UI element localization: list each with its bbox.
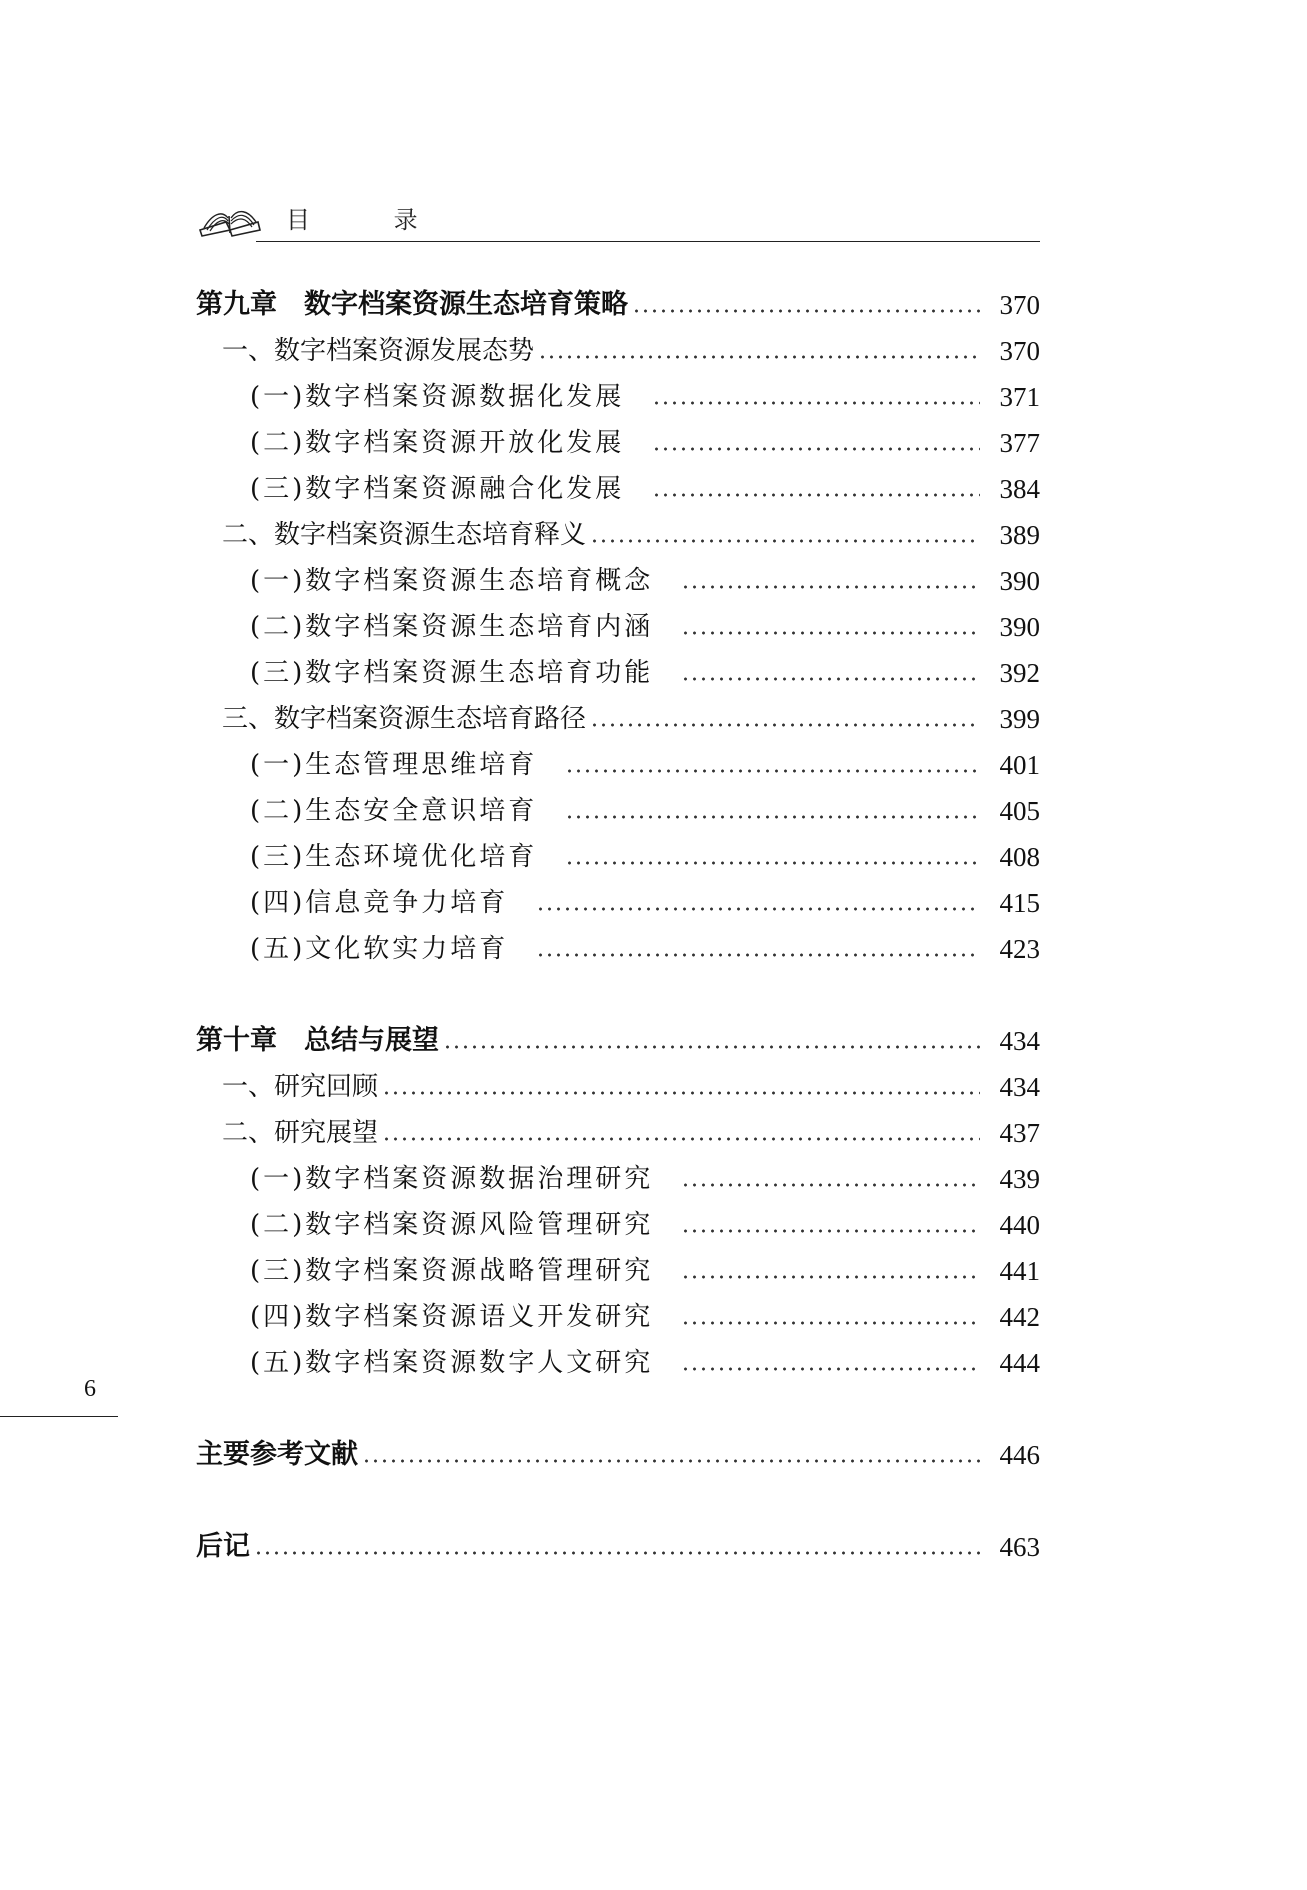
- dot-leader: [565, 769, 980, 773]
- toc-page-number: 440: [999, 1210, 1040, 1240]
- toc-subsection[interactable]: [196, 926, 1040, 972]
- toc-entry-title: (二)数字档案资源生态培育内涵: [250, 612, 654, 642]
- toc-page-number: 434: [999, 1026, 1040, 1056]
- toc-chapter-9[interactable]: [196, 282, 1040, 328]
- toc-chapter-10[interactable]: [196, 1018, 1040, 1064]
- toc-subsection[interactable]: [196, 420, 1040, 466]
- toc-entry-title: (三)数字档案资源战略管理研究: [250, 1256, 654, 1286]
- page-folio: [0, 1376, 118, 1416]
- toc-entry-title: (一)数字档案资源数据化发展: [250, 382, 625, 412]
- dot-leader: [536, 907, 980, 911]
- dot-leader: [536, 953, 980, 957]
- dot-leader: [681, 631, 980, 635]
- spacer: [196, 972, 1040, 1018]
- spacer: [196, 1478, 1040, 1524]
- toc-subsection[interactable]: [196, 604, 1040, 650]
- dot-leader: [681, 1183, 980, 1187]
- toc-subsection[interactable]: [196, 1156, 1040, 1202]
- toc-subsection[interactable]: [196, 1294, 1040, 1340]
- toc-page-number: 405: [999, 796, 1040, 826]
- spacer: [196, 1386, 1040, 1432]
- dot-leader: [590, 539, 980, 543]
- toc-page-number: 389: [999, 520, 1040, 550]
- dot-leader: [652, 447, 980, 451]
- toc-entry-title: 一、数字档案资源发展态势: [222, 336, 535, 366]
- toc-entry-title: (二)数字档案资源开放化发展: [250, 428, 625, 458]
- toc-references[interactable]: [196, 1432, 1040, 1478]
- toc-section[interactable]: [196, 696, 1040, 742]
- toc-entry-title: (一)生态管理思维培育: [250, 750, 538, 780]
- toc-entry-title: (一)数字档案资源数据治理研究: [250, 1164, 654, 1194]
- toc-page-number: 415: [999, 888, 1040, 918]
- toc-section[interactable]: [196, 328, 1040, 374]
- toc-entry-title: (一)数字档案资源生态培育概念: [250, 566, 654, 596]
- dot-leader: [652, 493, 980, 497]
- dot-leader: [538, 355, 980, 359]
- toc-entry-title: (三)数字档案资源融合化发展: [250, 474, 625, 504]
- dot-leader: [382, 1137, 980, 1141]
- toc-entry-title: 后记: [196, 1531, 250, 1562]
- dot-leader: [632, 309, 980, 313]
- toc-entry-title: (五)文化软实力培育: [250, 934, 509, 964]
- toc-subsection[interactable]: [196, 788, 1040, 834]
- toc-subsection[interactable]: [196, 742, 1040, 788]
- toc-entry-title: (二)生态安全意识培育: [250, 796, 538, 826]
- toc-entry-title: 三、数字档案资源生态培育路径: [222, 704, 587, 734]
- toc-subsection[interactable]: [196, 834, 1040, 880]
- header-rule: [256, 241, 1040, 242]
- toc-page-number: 444: [999, 1348, 1040, 1378]
- toc-section[interactable]: [196, 1064, 1040, 1110]
- toc-section[interactable]: [196, 1110, 1040, 1156]
- toc-entry-title: (二)数字档案资源风险管理研究: [250, 1210, 654, 1240]
- toc-subsection[interactable]: [196, 1202, 1040, 1248]
- toc-page-number: 439: [999, 1164, 1040, 1194]
- dot-leader: [681, 585, 980, 589]
- toc-subsection[interactable]: [196, 650, 1040, 696]
- toc-page-number: 442: [999, 1302, 1040, 1332]
- toc-entry-title: 第九章 数字档案资源生态培育策略: [196, 289, 628, 320]
- page-number: 6: [84, 1376, 96, 1402]
- toc-page-number: 392: [999, 658, 1040, 688]
- toc-subsection[interactable]: [196, 374, 1040, 420]
- toc-page-number: 370: [999, 336, 1040, 366]
- dot-leader: [652, 401, 980, 405]
- dot-leader: [590, 723, 980, 727]
- dot-leader: [565, 815, 980, 819]
- toc-page-number: 408: [999, 842, 1040, 872]
- toc-subsection[interactable]: [196, 1248, 1040, 1294]
- toc-page-number: 377: [999, 428, 1040, 458]
- toc-page-number: 371: [999, 382, 1040, 412]
- folio-rule: [0, 1416, 118, 1417]
- dot-leader: [362, 1459, 980, 1463]
- toc-page-number: 463: [999, 1532, 1040, 1562]
- toc-entry-title: 二、数字档案资源生态培育释义: [222, 520, 587, 550]
- toc-page-number: 384: [999, 474, 1040, 504]
- toc-page-number: 399: [999, 704, 1040, 734]
- dot-leader: [382, 1091, 980, 1095]
- dot-leader: [254, 1551, 980, 1555]
- toc-page-number: 437: [999, 1118, 1040, 1148]
- toc-entry-title: 第十章 总结与展望: [196, 1025, 439, 1056]
- toc-page-number: 390: [999, 612, 1040, 642]
- dot-leader: [565, 861, 980, 865]
- toc-entry-title: (三)生态环境优化培育: [250, 842, 538, 872]
- header-title: 目 录: [286, 206, 456, 234]
- dot-leader: [681, 1229, 980, 1233]
- toc-subsection[interactable]: [196, 1340, 1040, 1386]
- dot-leader: [681, 1367, 980, 1371]
- toc-entry-title: (三)数字档案资源生态培育功能: [250, 658, 654, 688]
- toc-page-number: 390: [999, 566, 1040, 596]
- dot-leader: [443, 1045, 980, 1049]
- table-of-contents: [196, 282, 1040, 1570]
- dot-leader: [681, 1321, 980, 1325]
- running-header: [196, 196, 1040, 242]
- dot-leader: [681, 677, 980, 681]
- toc-afterword[interactable]: [196, 1524, 1040, 1570]
- toc-page-number: 401: [999, 750, 1040, 780]
- toc-page-number: 441: [999, 1256, 1040, 1286]
- open-book-icon: [196, 200, 264, 240]
- toc-page-number: 446: [999, 1440, 1040, 1470]
- toc-subsection[interactable]: [196, 558, 1040, 604]
- toc-page-number: 370: [999, 290, 1040, 320]
- dot-leader: [681, 1275, 980, 1279]
- toc-entry-title: 二、研究展望: [222, 1118, 379, 1148]
- toc-entry-title: (四)信息竞争力培育: [250, 888, 509, 918]
- toc-page-number: 434: [999, 1072, 1040, 1102]
- toc-entry-title: (四)数字档案资源语义开发研究: [250, 1302, 654, 1332]
- toc-entry-title: (五)数字档案资源数字人文研究: [250, 1348, 654, 1378]
- toc-subsection[interactable]: [196, 466, 1040, 512]
- toc-entry-title: 主要参考文献: [196, 1439, 358, 1470]
- toc-subsection[interactable]: [196, 880, 1040, 926]
- toc-section[interactable]: [196, 512, 1040, 558]
- toc-entry-title: 一、研究回顾: [222, 1072, 379, 1102]
- toc-page-number: 423: [999, 934, 1040, 964]
